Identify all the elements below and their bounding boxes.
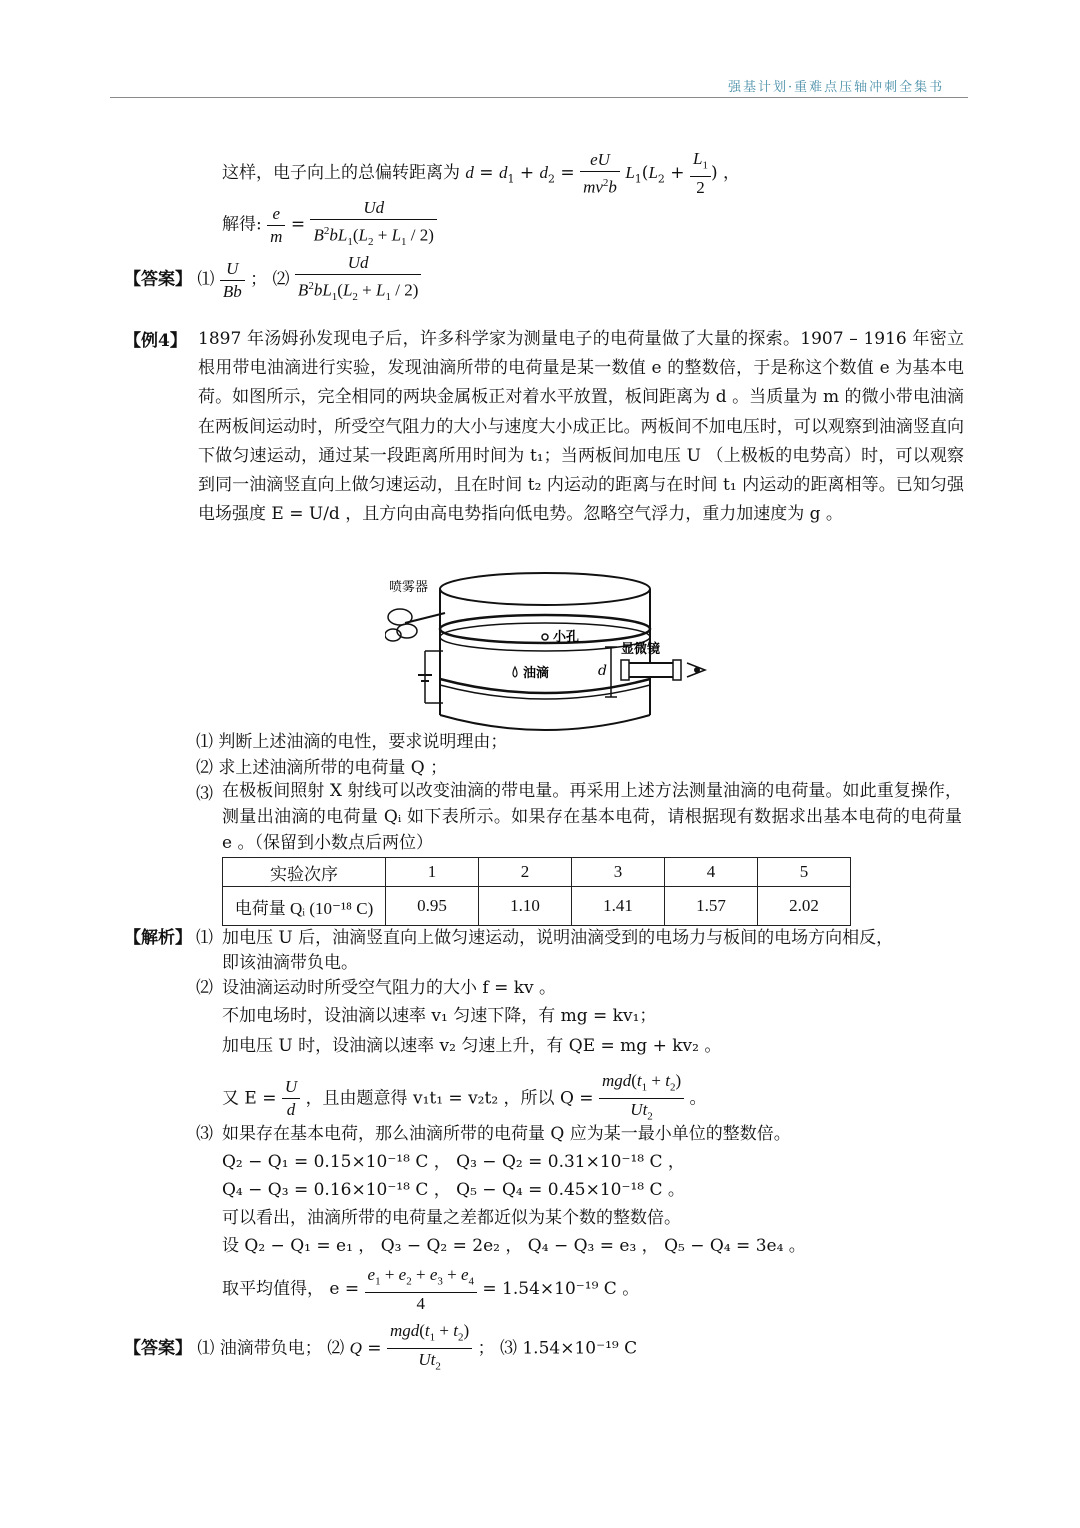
solution-3d: 可以看出，油滴所带的电荷量之差都近似为某个数的整数倍。 [222, 1208, 681, 1228]
lower-plate [440, 679, 650, 693]
solution-1b: 即该油滴带负电。 [222, 953, 358, 973]
question-1 [196, 730, 507, 754]
table-cell: 4 [665, 858, 758, 887]
solution-3c: Q₄ − Q₃ = 0.16×10⁻¹⁸ C ， Q₅ − Q₄ = 0.45×10⁻¹⁸ C 。 [222, 1180, 685, 1200]
table-cell: 1.57 [665, 887, 758, 926]
table-cell: 2 [479, 858, 572, 887]
prev-answer: 【答案】 ⑴ $\frac{U}{Bb}$ ； ⑵ $\frac{Ud}{B^2bL_1(L_2 + L_1 / 2)}$ [124, 252, 421, 308]
upper-plate [440, 615, 650, 643]
solution-3f: 取平均值得， e = $\frac{e_1 + e_2 + e_3 + e_4}{4}$ = 1.54×10⁻¹⁹ C 。 [222, 1265, 640, 1314]
prev-answer-tag: 【答案】 [124, 269, 192, 290]
solution-1-number: ⑴ [196, 928, 213, 948]
final-answer-3: ； ⑶ 1.54×10⁻¹⁹ C [477, 1338, 638, 1359]
table-cell: 3 [572, 858, 665, 887]
table-row [223, 887, 851, 926]
solution-3f-post: = 1.54×10⁻¹⁹ C 。 [482, 1279, 640, 1300]
question-3-text: 在极板间照射 X 射线可以改变油滴的带电量。再采用上述方法测量油滴的电荷量。如此重复操作，测量出油滴的电荷量 Qᵢ 如下表所示。如果存在基本电荷，请根据现有数据求出基本电荷的电荷量 e 。（保留到小数点后两位） [222, 781, 962, 853]
final-answer-tag: 【答案】 [124, 1338, 192, 1359]
solution-3a: 如果存在基本电荷，那么油滴所带的电荷量 Q 应为某一最小单位的整数倍。 [222, 1124, 791, 1144]
solution-2-number: ⑵ [196, 978, 213, 998]
solution-2a: 设油滴运动时所受空气阻力的大小 f = kv 。 [222, 978, 557, 998]
small-hole-icon [542, 634, 548, 640]
prev-line-2: 解得: $\frac{e}{m}$ = $\frac{Ud}{B^2bL_1(L_2 + L_1 / 2)}$ [222, 197, 437, 253]
solution-3b: Q₂ − Q₁ = 0.15×10⁻¹⁸ C ， Q₃ − Q₂ = 0.31×10⁻¹⁸ C ， [222, 1152, 685, 1172]
prev-line-1-text: 这样，电子向上的总偏转距离为 [222, 163, 460, 184]
solution-2d: 又 E = $\frac{U}{d}$ ，且由题意得 v₁t₁ = v₂t₂ ，所以 Q = $\frac{mgd(t_1 + t_2)}{Ut_2}$ 。 [222, 1070, 707, 1128]
table-cell: 0.95 [386, 887, 479, 926]
table-header-charge: 电荷量 Qᵢ (10⁻¹⁸ C) [223, 887, 386, 926]
solution-2d-mid: ，且由题意得 v₁t₁ = v₂t₂ ，所以 Q = [305, 1088, 594, 1109]
solution-2b: 不加电场时，设油滴以速率 v₁ 匀速下降，有 mg = kv₁； [222, 1006, 657, 1026]
label-d: d [598, 663, 607, 679]
prev-line-1: 这样，电子向上的总偏转距离为 $d = d_1 + d_2$ = $\frac{eU}{mv^2b}$ $L_1(L_2$ + $\frac{L_1}{2}$ ) ， [222, 149, 740, 198]
question-2 [196, 756, 447, 780]
prev-answer-sep: ； [250, 269, 268, 290]
prev-solve-label: 解得: [222, 214, 262, 235]
label-microscope: 显微镜 [621, 642, 661, 657]
label-sprayer: 喷雾器 [389, 580, 429, 595]
solution-3f-pre: 取平均值得， e = [222, 1279, 360, 1300]
final-answer-1: ⑴ 油滴带负电； [197, 1338, 322, 1359]
table-header-order: 实验次序 [223, 858, 386, 887]
solution-1a: 加电压 U 后，油滴竖直向上做匀速运动，说明油滴受到的电场力与板间的电场方向相反， [222, 928, 894, 948]
table-cell: 1 [386, 858, 479, 887]
charge-formula: $\frac{mgd(t_1 + t_2)}{Ut_2}$ [599, 1070, 684, 1128]
solution-3-number: ⑶ [196, 1124, 213, 1144]
table-row [223, 858, 851, 887]
microscope-icon [621, 660, 705, 680]
solution-2d-pre: 又 E = [222, 1088, 277, 1109]
question-2-text: 求上述油滴所带的电荷量 Q ； [218, 758, 448, 778]
example-statement: 1897 年汤姆孙发现电子后，许多科学家为测量电子的电荷量做了大量的探索。1907 – 1916 年密立根用带电油滴进行实验，发现油滴所带的电荷量是某一数值 e 的整数倍，于是称这个数值 e 为基本电荷。如图所示，完全相同的两块金属板正对着水平放置，板间距离为 d 。当质量为 m 的微小带电油滴在两板间运动时，所受空气阻力的大小与速度大小成正比。两板间不加电压时，可以观察到油滴竖直向下做匀速运动，通过某一段距离所用时间为 t₁；当两板间加电压 U （上极板的电势高）时，可以观察到同一油滴竖直向上做匀速运动，且在时间 t₂ 内运动的距离与在时间 t₁ 内运动的距离相等。已知匀强电场强度 E = U/d ，且方向由高电势指向低电势。忽略空气浮力，重力加速度为 g 。 [198, 329, 964, 525]
example-tag: 【例4】 [124, 331, 187, 351]
charge-table [222, 857, 851, 926]
table-cell: 2.02 [758, 887, 851, 926]
sprayer-icon [385, 609, 445, 641]
oil-drop-icon [513, 667, 517, 677]
question-3-number: ⑶ [196, 784, 213, 804]
header-title: 强基计划·重难点压轴冲刺全集书 [728, 80, 945, 95]
solution-2c: 加电压 U 时，设油滴以速率 v₂ 匀速上升，有 QE = mg + kv₂ 。 [222, 1036, 722, 1056]
header-divider [110, 97, 968, 98]
question-1-text: 判断上述油滴的电性，要求说明理由； [218, 732, 508, 752]
table-cell: 5 [758, 858, 851, 887]
top-plate [440, 573, 650, 605]
deflection-fraction: $\frac{eU}{mv^2b}$ [580, 149, 620, 199]
solution-tag: 【解析】 [124, 928, 192, 948]
label-drop: 油滴 [523, 666, 550, 681]
table-cell: 1.10 [479, 887, 572, 926]
question-1-number: ⑴ [196, 732, 213, 752]
final-answer: 【答案】 ⑴ 油滴带负电； ⑵ Q = $\frac{mgd(t_1 + t_2)}{Ut_2}$ ； ⑶ 1.54×10⁻¹⁹ C [124, 1321, 638, 1373]
table-cell: 1.41 [572, 887, 665, 926]
solution-3e: 设 Q₂ − Q₁ = e₁ ， Q₃ − Q₂ = 2e₂ ， Q₄ − Q₃ = e₃ ， Q₅ − Q₄ = 3e₄ 。 [222, 1236, 806, 1256]
label-hole: 小孔 [553, 630, 580, 645]
final-answer-2: ⑵ [327, 1338, 345, 1359]
question-2-number: ⑵ [196, 758, 213, 778]
millikan-apparatus-figure [385, 567, 715, 737]
